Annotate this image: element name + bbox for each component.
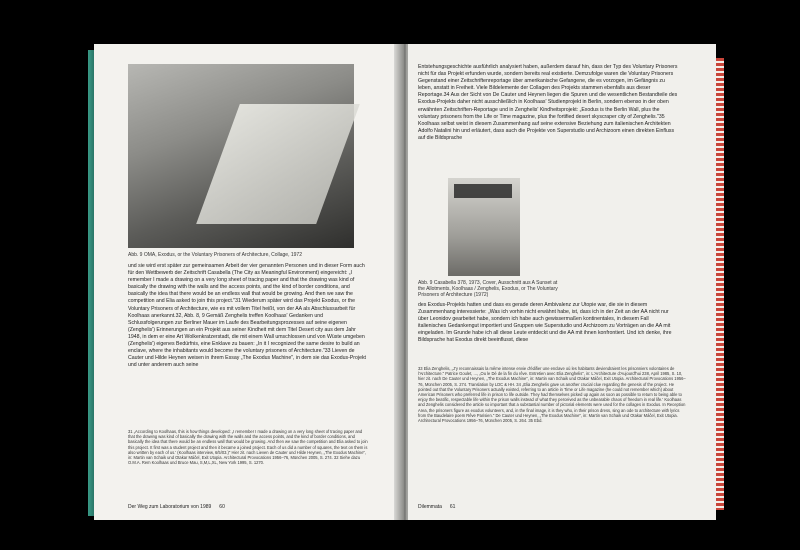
casabella-cover-image — [448, 178, 520, 276]
open-book — [94, 44, 716, 520]
left-folio — [128, 504, 225, 510]
right-folio — [418, 504, 455, 510]
right-page-number: 61 — [449, 504, 456, 510]
right-footnotes: 33 Elia Zenghelis, „J'y reconnaissais la même intense envie d'édifier une enclave où les habitants deviendraient les prisonniers volontaires de l'Architecture." Patrice Goulet, ..., „Ou le Dé de la fin du rêve. Entretien avec Elia Zenghelis", in: L'Architecture d'Aujourd'hui 238, April 1985, S. 10, hier zit. nach De Cauter und Heynen, „The Exodus Machine", in: Martin van Schaik und Otakar Máčel, Exit Utopia. Architectural Provocations 1956–76, München 2005, S. 274. Translation by LDC & HH. 34 „Elia Zenghelis gave us another crucial clue regarding the genesis of the project. He pointed out that the Voluntary Prisoners actually existed, referring to an article in Time or Life magazine (he could not remember which) about American Prisoners who preferred life in prison to life outside. They had themselves picked up again as soon as possible to return to being able to enjoy the beatific, respectable life within the prison walls instead of what they perceived as the unbearable chaos of freedom in real life.' Koolhaas and Zenghelis considered the article so important that a substantial number of pictorial elements were used for the collages in Exodus. In Reception Area, the prisoners figure as exodus volunteers, and, in the final image, it is they who, in their prison dress, sing an ode to architecture with lyrics from the Baudelaire poem Rêve Parisien." De Cauter und Heynen, „The Exodus Machine", in: Martin van Schaik und Otakar Máčel, Exit Utopia. Architectural Provocations 1956–76, München 2005, S. 264. 35 Ebd. — [418, 366, 686, 424]
left-body-text: und sie wird erst später zur gemeinsamen Arbeit der vier genannten Personen und in dieser Form auch für den Wettbewerb der Zeitschrift Casabella (The City as Meaningful Environment) eingereicht: „I remember I made a drawing on a very long sheet of tracing paper and that the drawing was kind of basically the drawing with the walls and the access points, and the kind of border conditions, and basically the idea that there would be an endless wall that would be growing. And then we saw the competition and Elia asked to join this project."31 Wiederum später wird das Projekt Exodus, or the Voluntary Prisoners of Architecture, wie es mit vollem Titel heißt, von der AA als Abschlussarbeit für Koolhaas anerkannt.32, Abb. 8, 9 Gemäß Zenghelis treffen Koolhaas' Gedanken und Schlussfolgerungen zur Berliner Mauer im Laufe des Bearbeitungsprozesses auf seine eigenen (Zenghelis') Erinnerungen an ein Projekt aus seiner Kindheit mit dem Titel Desert city aus dem Jahr 1948, in dem er eine Art Wolkenkratzerstadt, die mit einem Wall umschlossen und von Wüste umgeben (Zenghelis') eigenes Bedürfnis, eine Enklave zu bauen: „In it I recognized the same desire to build an enclave, where the inhabitants would become the voluntary prisoners of Architecture."33 Lieven de Cauter und Hilde Heynen weisen in ihrem Essay „The Exodus Machine", in dem sie das Exodus-Projekt und unter anderem auch seine — [128, 263, 366, 369]
right-folio-title: Dilemmata — [418, 504, 442, 510]
exodus-collage-image — [128, 64, 354, 248]
left-folio-title: Der Weg zum Laboratorium von 1989 — [128, 504, 212, 510]
figure-caption-right: Abb. 9 Casabella 378, 1973, Cover, Ausschnitt aus A Sunset at the Allotments, Koolhaas / Zenghelis, Exodus, or The Voluntary Prisoners of Architecture (1972) — [418, 280, 558, 298]
left-page-number: 60 — [219, 504, 225, 510]
right-body-text-bottom: des Exodus-Projekts hatten und dass es gerade deren Ambivalenz zur Utopie war, die sie in diesem Zusammenhang interessierte: „Was ich vorhin nicht erwähnt habe, ist, dass ich in der Zeit an der AA nicht nur über Leonidov gearbeitet habe, sondern ich habe auch gewissermaßen kontinentales, in diesem Fall italienisches Gedankengut importiert und Gruppen wie Superstudio und Archizoom zu Vorträgen an die AA mit eingeladen. Im Grunde habe ich all diese Leute entdeckt und die AA mit ihnen konfrontiert. Und ich denke, ihre Bildsprache hat Exodus direkt beeinflusst, diese — [418, 302, 672, 344]
right-page — [408, 44, 716, 520]
right-body-text-top: Entstehungsgeschichte ausführlich analysiert haben, außerdem darauf hin, dass der Typ des Voluntary Prisoners nicht für das Projekt erfunden wurde, sondern bereits real existierte. Demzufolge waren die Voluntary Prisoners Gegenstand einer Zeitschriftenreportage über amerikanische Gefangene, die es vorzogen, im Gefängnis zu leben, anstatt in Freiheit. Viele Bildelemente der Collagen des Projekts stammen ebenfalls aus dieser Reportage.34 Aus der Sicht von De Cauter und Heynen liegen die Spuren und die wesentlichen Bestandteile des Exodus-Projekts daher nicht ausschließlich in Koolhaas' Studienprojekt in Berlin, sondern ebenso in der oben erwähnten Zeitschriften-Reportage und in Zenghelis' Kindheitsprojekt: „Exodus is the Berlin Wall, plus the voluntary prisoners from the Life or Time magazine, plus the fortified desert skyscraper city of Zenghelis."35 Koolhaas selbst weist in diesem Zusammenhang auf seine extensive Beziehung zum italienischen Architekten Adolfo Natalini hin und erläutert, dass auch die Projekte von Superstudio und Archizoom einen direkten Einfluss auf die Bildsprache — [418, 64, 678, 141]
figure-caption-left: Abb. 9 OMA, Exodus, or the Voluntary Prisoners of Architecture, Collage, 1972 — [128, 252, 302, 258]
left-footnotes: 31 „According to Koolhaas, this is how things developed: „I remember I made a drawing on a very long sheet of tracing paper and that the drawing was kind of basically the drawing with the walls and the access points, and the kind of border conditions, and basically the idea that there would be an endless wall that would be growing. And then we saw the competition and Elia asked to join this project. It first was a student project and then it became a joined project. Each of us did a number of squares, the text on them is also written by each of us.' (Koolhaas interview, 6/5/03.)" Hier zit. nach Lieven de Cauter und Hilde Heynen, „The Exodus Machine", in: Martin van Schaik und Otakar Máčel, Exit Utopia. Architectural Provocations 1956–76, München 2005, S. 274. 32 Siehe dazu O.M.A. Rem Koolhaas und Bruce Mau, S,M,L,XL, New York 1995, S. 1270. — [128, 429, 368, 466]
left-page — [94, 44, 402, 520]
